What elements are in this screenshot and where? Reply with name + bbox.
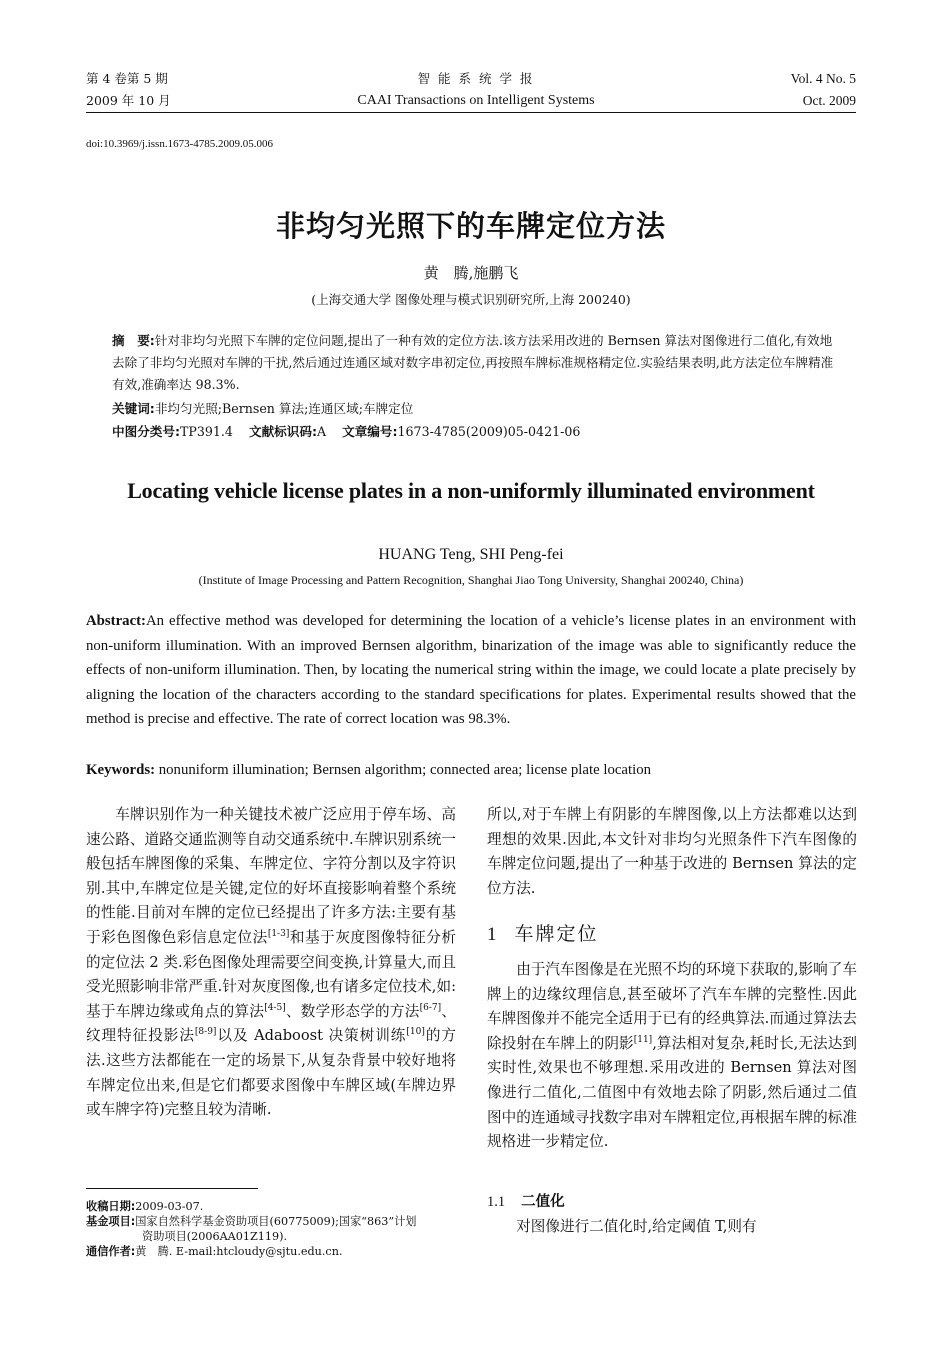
header-date-cn: 2009 年 10 月	[86, 93, 171, 108]
footnote-rule	[86, 1188, 258, 1189]
corresponding-text: 黄 腾. E-mail:htcloudy@sjtu.edu.cn.	[135, 1245, 343, 1258]
abstract-en-label: Abstract:	[86, 613, 146, 629]
section-1-1-number: 1.1	[487, 1194, 506, 1210]
abstract-cn-text: 针对非均匀光照下车牌的定位问题,提出了一种有效的定位方法.该方法采用改进的 Bernsen 算法对图像进行二值化,有效地去除了非均匀光照对车牌的干扰,然后通过连通区域对数字串初定位,再按照车牌标准规格精定位.实验结果表明,此方法定位车牌精准有效,准确率达 98.3%.	[112, 333, 834, 392]
authors-en: HUANG Teng, SHI Peng-fei	[378, 546, 564, 563]
intro-text-6: 的方法.这些方法都能在一定的场景下,从复杂背景中较好地将车牌定位出来,但是它们都要求图像中车牌区域(车牌边界或车牌字符)完整且较为清晰.	[86, 1027, 456, 1119]
doc-code-value: A	[316, 424, 327, 439]
intro-text-2: 和基于灰度图像特征分析的定位法 2 类.彩色图像处理需要空间变换,计算量大,而且受光照影响非常严重.针对灰度图像,也有诸多定位技术,如:基于车牌边缘或角点的算法	[86, 928, 456, 1020]
citation-6-7: [6-7]	[419, 1002, 442, 1013]
citation-4-5: [4-5]	[264, 1002, 286, 1013]
received-date: 2009-03-07.	[135, 1200, 204, 1213]
citation-1-3: [1-3]	[267, 928, 290, 939]
header-issue: 第 4 卷第 5 期	[86, 71, 168, 86]
header-rule	[86, 112, 856, 113]
intro-continued-paragraph: 所以,对于车牌上有阴影的车牌图像,以上方法都难以达到理想的效果.因此,本文针对非均匀光照条件下汽车图像的车牌定位问题,提出了一种基于改进的 Bernsen 算法的定位方法.	[487, 806, 857, 897]
keywords-cn-label: 关键词:	[112, 401, 155, 416]
footnote-received	[86, 1199, 466, 1214]
body-right-column-top	[487, 803, 857, 901]
body-left-column	[86, 803, 456, 1123]
clc-value: TP391.4	[180, 424, 233, 439]
footnote-fund	[86, 1214, 466, 1229]
citation-8-9: [8-9]	[194, 1027, 217, 1038]
section-1-body	[487, 958, 857, 1155]
keywords-cn	[112, 398, 842, 417]
affiliation-en: (Institute of Image Processing and Pattern Recognition, Shanghai Jiao Tong University, Shanghai 200240, China)	[198, 573, 744, 587]
corresponding-label: 通信作者:	[86, 1245, 136, 1258]
section-1-1-paragraph: 对图像进行二值化时,给定阈值 T,则有	[516, 1218, 757, 1235]
header-date-en: Oct. 2009	[802, 93, 856, 108]
section-1-1-body	[487, 1215, 857, 1240]
article-number-label: 文章编号:	[342, 424, 398, 439]
section-1-text-1: 由于汽车图像是在光照不均的环境下获取的,影响了车牌上的边缘纹理信息,甚至破坏了汽车车牌的完整性.因此车牌图像并不能完全适用于已有的经典算法.而通过算法去除投射在车牌上的阴影	[487, 961, 857, 1052]
article-number-value: 1673-4785(2009)05-0421-06	[397, 424, 581, 439]
footnote-corresponding	[86, 1244, 466, 1259]
clc-label: 中图分类号:	[112, 424, 181, 439]
section-1-heading	[487, 919, 599, 946]
section-1-1-heading	[487, 1190, 565, 1211]
abstract-en-text: An effective method was developed for determining the location of a vehicle’s license plates in an environment with non-uniform illumination. With an improved Bernsen algorithm, binarization of the image was able to significantly reduce the effects of non-uniform illumination. Then, by locating the numerical string within the image, we could locate a plate precisely by aligning the location of the characters according to the standard specifications for plates. Experimental results showed that the method is precise and effective. The rate of correct location was 98.3%.	[86, 613, 856, 728]
intro-text-1: 车牌识别作为一种关键技术被广泛应用于停车场、高速公路、道路交通监测等自动交通系统中.车牌识别系统一般包括车牌图像的采集、车牌定位、字符分割以及字符识别.其中,车牌定位是关键,定位的好坏直接影响着整个系统的性能.目前对车牌的定位已经提出了许多方法:主要有基于彩色图像色彩信息定位法	[86, 806, 456, 946]
keywords-en-text: nonuniform illumination; Bernsen algorithm; connected area; license plate location	[158, 762, 652, 778]
title-en: Locating vehicle license plates in a non-uniformly illuminated environment	[127, 478, 815, 503]
intro-paragraph	[86, 803, 456, 1123]
section-1-number: 1	[487, 924, 499, 945]
received-label: 收稿日期:	[86, 1200, 136, 1213]
keywords-cn-text: 非均匀光照;Bernsen 算法;连通区域;车牌定位	[154, 401, 414, 416]
footnote-fund-cont: 资助项目(2006AA01Z119).	[142, 1230, 288, 1243]
section-1-1-title: 二值化	[521, 1194, 565, 1210]
keywords-en	[86, 762, 856, 779]
section-1-text-2: ,算法相对复杂,耗时长,无法达到实时性,效果也不够理想.采用改进的 Bernsen 算法对图像进行二值化,二值图中有效地去除了阴影,然后通过二值图中的连通域寻找数字串对车牌粗定位,再根据车牌的标准规格进一步精定位.	[487, 1034, 857, 1151]
abstract-cn-label: 摘 要:	[112, 333, 155, 348]
authors-cn: 黄 腾,施鹏飞	[423, 264, 519, 282]
title-cn: 非均匀光照下的车牌定位方法	[275, 209, 666, 243]
citation-11: [11]	[633, 1034, 653, 1045]
abstract-cn	[112, 330, 842, 396]
fund-text-1: 国家自然科学基金资助项目(60775009);国家“863”计划	[135, 1215, 417, 1228]
intro-text-4: 、纹理特征投影法	[86, 1002, 456, 1045]
affiliation-cn: (上海交通大学 图像处理与模式识别研究所,上海 200240)	[311, 292, 631, 307]
header-volume: Vol. 4 No. 5	[790, 71, 856, 86]
classification-line	[112, 421, 842, 440]
journal-name-cn: 智 能 系 统 学 报	[417, 71, 535, 86]
keywords-en-label: Keywords:	[86, 762, 156, 778]
abstract-en	[86, 609, 856, 732]
doc-code-label: 文献标识码:	[248, 424, 317, 439]
section-1-title: 车牌定位	[514, 923, 599, 945]
section-1-paragraph	[487, 958, 857, 1155]
citation-10: [10]	[406, 1027, 425, 1038]
journal-name-en: CAAI Transactions on Intelligent Systems	[357, 93, 595, 108]
fund-label: 基金项目:	[86, 1215, 136, 1228]
intro-text-3: 、数学形态学的方法	[285, 1002, 420, 1020]
doi: doi:10.3969/j.issn.1673-4785.2009.05.006	[86, 138, 274, 150]
intro-text-5: 以及 Adaboost 决策树训练	[216, 1027, 407, 1045]
